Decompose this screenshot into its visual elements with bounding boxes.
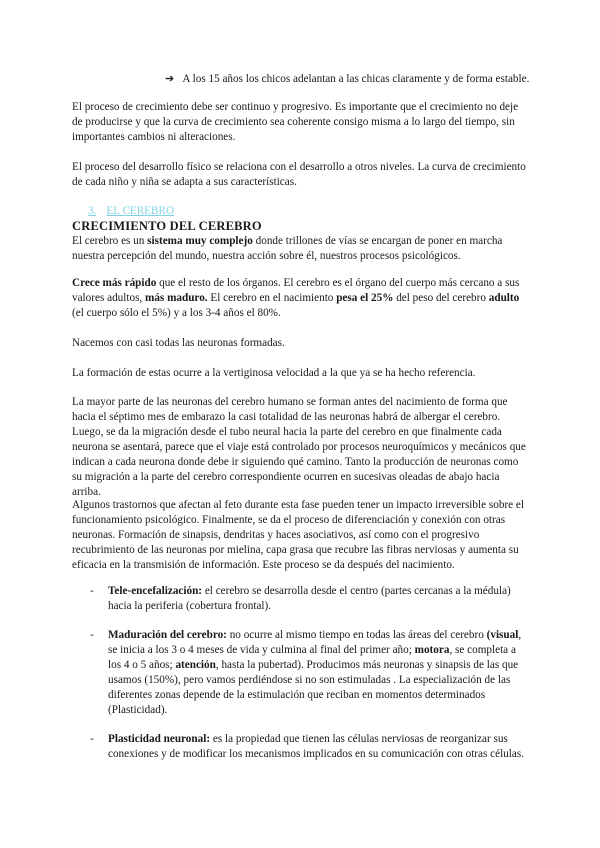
bold-run: atención (175, 659, 216, 671)
text-run: (el cuerpo sólo el 5%) y a los 3-4 años el 80%. (72, 307, 281, 319)
paragraph-disorders: Algunos trastornos que afectan al feto durante esta fase pueden tener un impacto irreversible sobre el funcionamiento psicológico. Finalmente, se da el proceso de diferenciación y conexión con otras neuronas. Formación de sinapsis, dendritas y haces asociativos, así como con el progresivo recubrimiento de las neuronas por mielina, capa grasa que recubre las fibras nerviosas y aumenta su eficacia en la transmisión de información. Este proceso se da después del nacimiento. (72, 499, 524, 571)
arrow-bullet-text: A los 15 años los chicos adelantan a las chicas claramente y de forma estable. (182, 73, 530, 85)
bullet-text: es la propiedad que tienen las células nerviosas de reorganizar sus conexiones y de modificar los mecanismos implicados en su comunicación con otras células. (108, 733, 524, 760)
bold-run: Crece más rápido (72, 277, 157, 289)
paragraph-brain-complex (72, 234, 527, 264)
text-run: que el resto de los órganos. El cerebro es el órgano del cuerpo más cercano a sus valores adultos, (72, 277, 520, 304)
bold-run: (visual (486, 629, 519, 641)
right-arrow-icon: ➔ (165, 73, 175, 85)
bullet-text: el cerebro se desarrolla desde el centro (partes cercanas a la médula) hacia la periferia (cobertura frontal). (108, 585, 511, 612)
text-run: El cerebro en el nacimiento (207, 292, 337, 304)
bullet-dash: - (90, 629, 94, 641)
arrow-bullet-line (165, 72, 529, 87)
bullet-text: , hasta la pubertad). Producimos más neuronas y sinapsis de las que usamos (150%), pero vamos perdiéndose si no son estimuladas . La especialización de las diferentes zonas depende de la estimulación que reciban en momentos determinados (Plasticidad). (108, 659, 519, 716)
bullet-plasticidad (108, 732, 528, 762)
paragraph-neurons-formed: Nacemos con casi todas las neuronas formadas. (72, 337, 285, 349)
paragraph-formation-speed: La formación de estas ocurre a la vertiginosa velocidad a la que ya se ha hecho referencia. (72, 367, 476, 379)
bullet-text: no ocurre al mismo tiempo en todas las áreas del cerebro (226, 629, 487, 641)
paragraph-neuron-migration: La mayor parte de las neuronas del cerebro humano se forman antes del nacimiento de forma que hacia el séptimo mes de embarazo la casi totalidad de las neuronas habrá de albergar el cerebro. Luego, se da la migración desde el tubo neural hacia la parte del cerebro en que finalmente cada neurona se asentará, parece que el viaje está controlado por procesos neuroquímicos y mecánicos que indican a cada neurona donde debe ir siguiendo qué camino. Tanto la producción de neuronas como su migración a la parte del cerebro correspondiente ocurren en sucesivas oleadas de abajo hacia arriba. (72, 396, 526, 498)
text-run: donde trillones de vías se encargan de poner en marcha nuestra percepción del mundo, nuestra acción sobre él, nuestros procesos psicológicos. (72, 235, 503, 262)
bold-run: pesa el 25% (336, 292, 394, 304)
bullet-dash: - (90, 733, 94, 745)
bullet-tele-encefalizacion (108, 584, 528, 614)
section-title: EL CEREBRO (106, 205, 175, 217)
paragraph-growth-process: El proceso de crecimiento debe ser continuo y progresivo. Es importante que el crecimiento no deje de producirse y que la curva de crecimiento sea coherente consigo misma a lo largo del tiempo, sin importantes cambios ni alteraciones. (72, 101, 519, 143)
section-heading (88, 205, 174, 217)
subheading: CRECIMIENTO DEL CEREBRO (72, 219, 262, 233)
bullet-label: Plasticidad neuronal: (108, 733, 211, 745)
bullet-label: Maduración del cerebro: (108, 629, 227, 641)
bullet-text: , se completa a los 4 o 5 años; (108, 644, 516, 671)
bold-run: adulto (488, 292, 520, 304)
text-run: del peso del cerebro (393, 292, 489, 304)
bullet-dash: - (90, 585, 94, 597)
bold-run: motora (414, 644, 450, 656)
bullet-text: , se inicia a los 3 o 4 meses de vida y culmina al final del primer año; (108, 629, 522, 656)
bullet-maduracion (108, 628, 528, 718)
section-number: 3. (88, 205, 97, 217)
bold-run: sistema muy complejo (147, 235, 253, 247)
bold-run: más maduro. (145, 292, 208, 304)
text-run: El cerebro es un (72, 235, 148, 247)
paragraph-physical-development: El proceso del desarrollo físico se relaciona con el desarrollo a otros niveles. La curva de crecimiento de cada niño y niña se adapta a sus características. (72, 161, 526, 188)
bullet-label: Tele-encefalización: (108, 585, 203, 597)
paragraph-grows-faster (72, 276, 527, 321)
